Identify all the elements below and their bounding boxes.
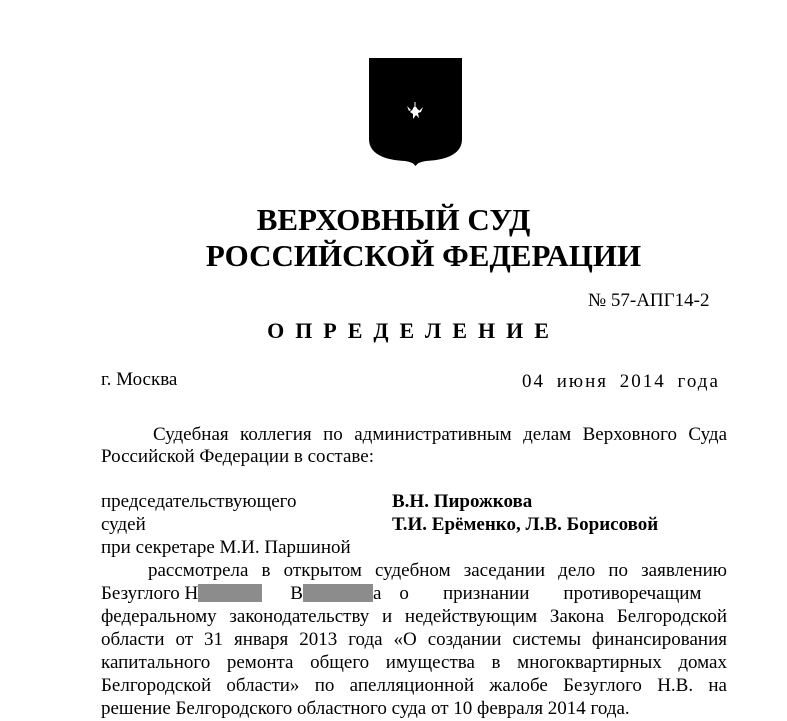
case-number: № 57-АПГ14-2 — [588, 290, 710, 311]
body-line-6: Белгородской области» по апелляционной жалобе Безуглого Н.В. на — [101, 675, 727, 696]
date: 04 июня 2014 года — [522, 371, 720, 392]
applicant-surname: Безуглого Н — [101, 583, 199, 604]
redacted-patronymic — [303, 584, 373, 602]
body-line-5: капитального ремонта общего имущества в многоквартирных домах — [101, 652, 727, 673]
subject-start: о признании противоречащим — [399, 583, 702, 604]
judges-label: судей — [101, 514, 146, 535]
redacted-first-name — [198, 584, 262, 602]
patronymic-tail: а — [372, 583, 382, 604]
presiding-label: председательствующего — [101, 491, 297, 512]
secretary-line: при секретаре М.И. Паршиной — [101, 537, 351, 558]
presiding-judge-name: В.Н. Пирожкова — [392, 491, 533, 512]
intro-line-2: Российской Федерации в составе: — [101, 446, 374, 467]
court-name-line-2: РОССИЙСКОЙ ФЕДЕРАЦИИ — [205, 238, 642, 273]
judges-names: Т.И. Ерёменко, Л.В. Борисовой — [392, 514, 659, 535]
intro-line-1: Судебная коллегия по административным делам Верховного Суда — [153, 424, 727, 445]
body-line-7: решение Белгородского областного суда от 10 февраля 2014 года. — [101, 698, 630, 719]
applicant-patronymic-initial: В — [290, 583, 303, 604]
body-line-2 — [101, 583, 727, 605]
coat-of-arms-emblem — [368, 57, 463, 167]
court-name-line-1: ВЕРХОВНЫЙ СУД — [256, 202, 531, 237]
body-line-4: области от 31 января 2013 года «О создании системы финансирования — [101, 629, 727, 650]
body-line-1: рассмотрела в открытом судебном заседании дело по заявлению — [148, 560, 727, 581]
city: г. Москва — [101, 369, 178, 390]
emblem-shield-icon — [368, 57, 463, 167]
body-line-3: федеральному законодательству и недействующим Закона Белгородской — [101, 606, 727, 627]
document-type-title: ОПРЕДЕЛЕНИЕ — [267, 318, 560, 343]
